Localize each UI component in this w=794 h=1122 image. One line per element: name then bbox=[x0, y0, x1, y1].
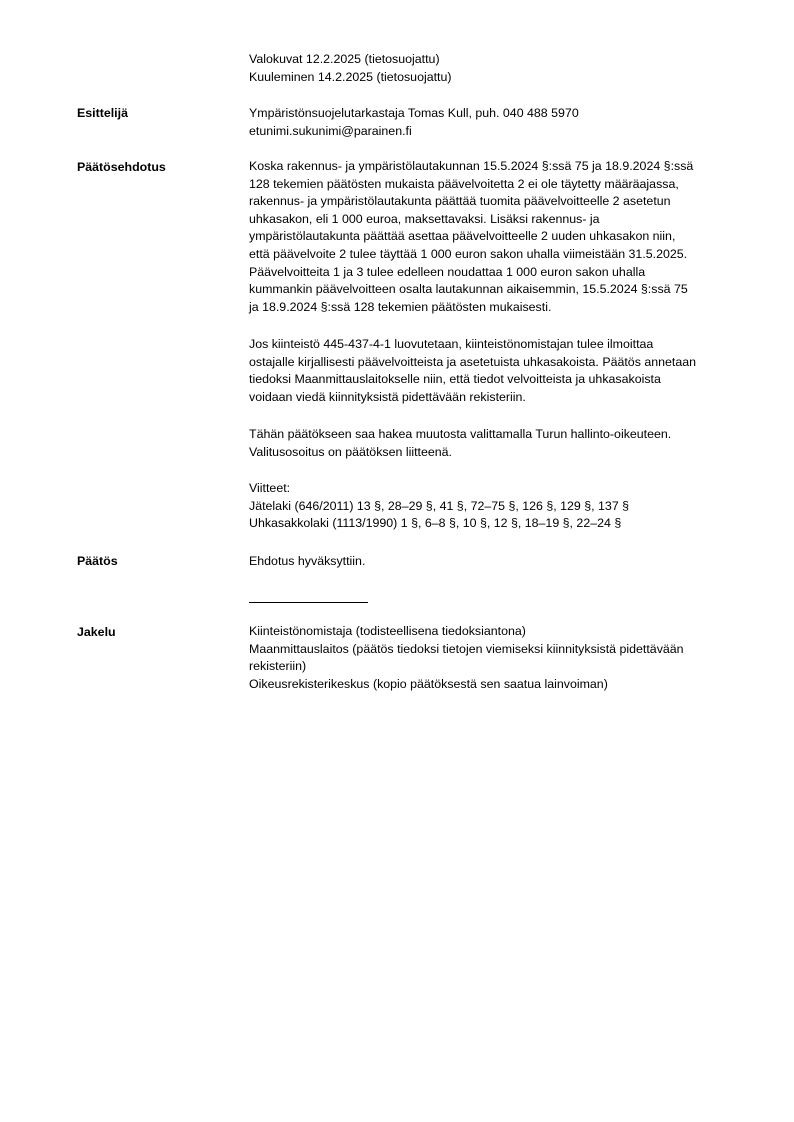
text-line: Jos kiinteistö 445-437-4-1 luovutetaan, kiinteistönomistajan tulee ilmoittaa bbox=[249, 337, 654, 351]
text-line: kummankin päävelvoitteen osalta lautakunnan aikaisemmin, 15.5.2024 §:ssä 75 bbox=[249, 282, 688, 297]
text-line: että päävelvoite 2 tulee täyttää 1 000 euron sakon uhalla viimeistään 31.5.2025. bbox=[249, 246, 688, 261]
proposal-label: Päätösehdotus bbox=[77, 160, 166, 174]
reference-waste-act: Jätelaki (646/2011) 13 §, 28–29 §, 41 §, 72–75 §, 126 §, 129 §, 137 § bbox=[249, 498, 630, 513]
distribution-label: Jakelu bbox=[77, 625, 116, 639]
text-line: Päävelvoitteita 1 ja 3 tulee edelleen noudattaa 1 000 euron sakon uhalla bbox=[249, 264, 646, 279]
presenter-label: Esittelijä bbox=[77, 106, 128, 120]
reference-penalty-act: Uhkasakkolaki (1113/1990) 1 §, 6–8 §, 10 §, 12 §, 18–19 §, 22–24 § bbox=[249, 516, 622, 531]
distribution-list bbox=[249, 623, 749, 693]
distribution-item: Oikeusrekisterikeskus (kopio päätöksestä sen saatua lainvoiman) bbox=[249, 676, 608, 691]
text-line: ympäristölautakunta päättää asettaa päävelvoitteelle 2 uuden uhkasakon niin, bbox=[249, 229, 676, 244]
text-line: ja 18.9.2024 §:ssä 128 tekemien päätösten mukaisesti. bbox=[249, 299, 552, 314]
distribution-item: rekisteriin) bbox=[249, 659, 307, 674]
text-line: Koska rakennus- ja ympäristölautakunnan 15.5.2024 §:ssä 75 ja 18.9.2024 §:ssä bbox=[249, 159, 694, 173]
text-line: rakennus- ja ympäristölautakunta päättää tuomita päävelvoitteelle 2 asetetun bbox=[249, 194, 671, 209]
presenter-name: Ympäristönsuojelutarkastaja Tomas Kull, puh. 040 488 5970 bbox=[249, 106, 579, 120]
proposal-references bbox=[249, 480, 749, 533]
decision-text: Ehdotus hyväksyttiin. bbox=[249, 554, 366, 568]
proposal-paragraph-3 bbox=[249, 426, 749, 461]
text-line: Valitusosoitus on päätöksen liitteenä. bbox=[249, 444, 452, 459]
text-line: ostajalle kirjallisesti päävelvoitteista ja asetetuista uhkasakoista. Päätös annetaan bbox=[249, 354, 697, 369]
distribution-item: Kiinteistönomistaja (todisteellisena tiedoksiantona) bbox=[249, 624, 526, 638]
attachment-photos: Valokuvat 12.2.2025 (tietosuojattu) bbox=[249, 52, 440, 66]
divider-line bbox=[249, 602, 368, 603]
text-line: tiedoksi Maanmittauslaitokselle niin, että tiedot velvoitteista ja uhkasakoista bbox=[249, 372, 661, 387]
distribution-item: Maanmittauslaitos (päätös tiedoksi tietojen viemiseksi kiinnityksistä pidettävään bbox=[249, 641, 684, 656]
text-line: uhkasakon, eli 1 000 euroa, maksettavaksi. Lisäksi rakennus- ja bbox=[249, 211, 600, 226]
presenter-email: etunimi.sukunimi@parainen.fi bbox=[249, 124, 412, 138]
text-line: Tähän päätökseen saa hakea muutosta valittamalla Turun hallinto-oikeuteen. bbox=[249, 427, 672, 441]
decision-label: Päätös bbox=[77, 554, 118, 568]
references-heading: Viitteet: bbox=[249, 481, 291, 495]
proposal-paragraph-1 bbox=[249, 158, 749, 316]
proposal-paragraph-2 bbox=[249, 336, 749, 406]
attachment-hearing: Kuuleminen 14.2.2025 (tietosuojattu) bbox=[249, 70, 452, 84]
text-line: voidaan viedä kiinnityksistä pidettävään rekisteriin. bbox=[249, 389, 526, 404]
text-line: 128 tekemien päätösten mukaista päävelvoitetta 2 ei ole täytetty määräajassa, bbox=[249, 176, 679, 191]
